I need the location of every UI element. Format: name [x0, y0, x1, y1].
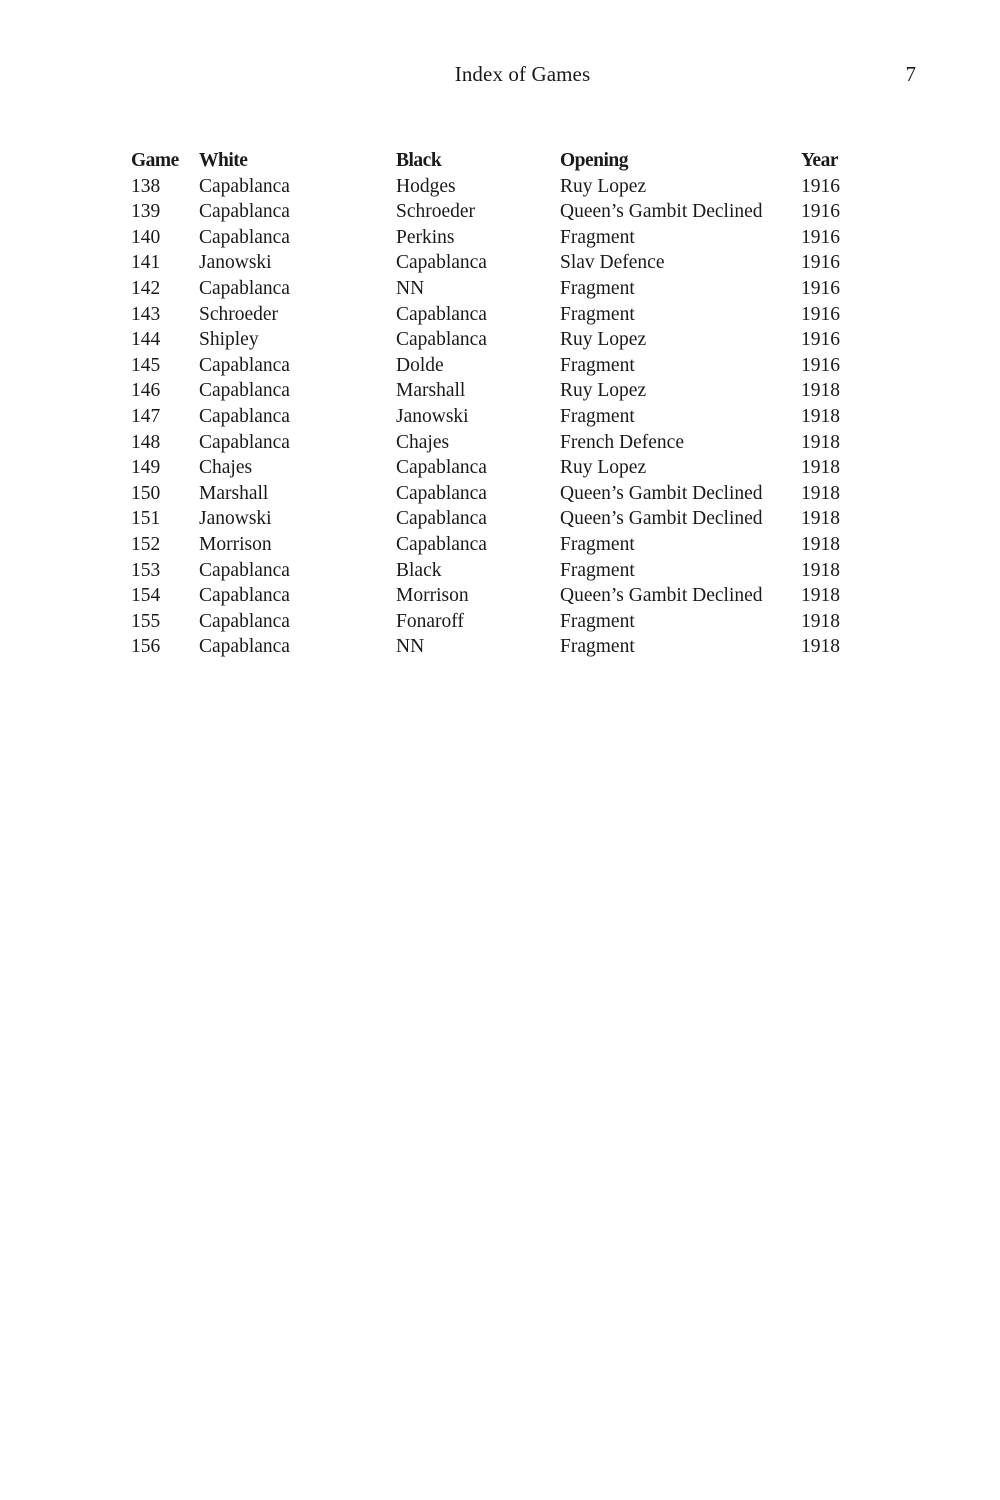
table-row [131, 302, 861, 328]
table-row [131, 634, 861, 660]
cell-opening: Queen’s Gambit Declined [560, 482, 763, 504]
cell-opening: French Defence [560, 431, 684, 453]
cell-year: 1918 [801, 585, 840, 607]
cell-white: Capablanca [199, 277, 290, 299]
table-row [131, 404, 861, 430]
cell-opening: Fragment [560, 636, 635, 658]
cell-year: 1918 [801, 380, 840, 402]
cell-black: Capablanca [396, 508, 487, 530]
cell-game: 143 [131, 303, 161, 325]
table-row [131, 225, 861, 251]
cell-game: 146 [131, 380, 161, 402]
cell-black: Black [396, 559, 442, 581]
cell-year: 1918 [801, 636, 840, 658]
header-black: Black [396, 150, 442, 171]
cell-game: 148 [131, 431, 161, 453]
cell-opening: Fragment [560, 610, 635, 632]
cell-opening: Fragment [560, 405, 635, 427]
cell-white: Capablanca [199, 354, 290, 376]
cell-black: NN [396, 277, 425, 299]
cell-white: Morrison [199, 533, 272, 555]
cell-opening: Queen’s Gambit Declined [560, 201, 763, 223]
cell-game: 141 [131, 252, 161, 274]
cell-black: NN [396, 636, 425, 658]
table-row [131, 506, 861, 532]
cell-game: 142 [131, 277, 161, 299]
cell-year: 1916 [801, 175, 840, 197]
cell-year: 1916 [801, 303, 840, 325]
cell-opening: Fragment [560, 226, 635, 248]
cell-game: 153 [131, 559, 161, 581]
running-head [0, 62, 1000, 92]
cell-year: 1916 [801, 201, 840, 223]
cell-black: Capablanca [396, 303, 487, 325]
table-row [131, 174, 861, 200]
page-number: 7 [905, 62, 916, 86]
cell-black: Capablanca [396, 533, 487, 555]
table-row [131, 250, 861, 276]
cell-year: 1918 [801, 533, 840, 555]
cell-opening: Ruy Lopez [560, 329, 647, 351]
cell-white: Capablanca [199, 226, 290, 248]
cell-black: Capablanca [396, 457, 487, 479]
cell-black: Janowski [396, 405, 469, 427]
table-header-row [131, 148, 861, 174]
cell-white: Janowski [199, 252, 272, 274]
cell-black: Marshall [396, 380, 466, 402]
cell-game: 155 [131, 610, 161, 632]
table-row [131, 558, 861, 584]
cell-opening: Queen’s Gambit Declined [560, 585, 763, 607]
cell-year: 1916 [801, 329, 840, 351]
cell-game: 152 [131, 533, 161, 555]
cell-white: Capablanca [199, 610, 290, 632]
cell-game: 139 [131, 201, 161, 223]
table-row [131, 353, 861, 379]
cell-opening: Ruy Lopez [560, 457, 647, 479]
cell-game: 151 [131, 508, 161, 530]
games-table-body [131, 174, 861, 660]
cell-black: Schroeder [396, 201, 476, 223]
table-row [131, 199, 861, 225]
cell-black: Fonaroff [396, 610, 464, 632]
cell-white: Chajes [199, 457, 253, 479]
cell-white: Capablanca [199, 431, 290, 453]
cell-white: Capablanca [199, 585, 290, 607]
running-title: Index of Games [454, 62, 591, 86]
cell-black: Capablanca [396, 252, 487, 274]
cell-white: Capablanca [199, 175, 290, 197]
cell-year: 1918 [801, 559, 840, 581]
cell-white: Capablanca [199, 559, 290, 581]
cell-black: Hodges [396, 175, 456, 197]
cell-game: 144 [131, 329, 161, 351]
header-white: White [199, 150, 248, 171]
cell-white: Capablanca [199, 636, 290, 658]
table-row [131, 327, 861, 353]
cell-black: Dolde [396, 354, 444, 376]
cell-opening: Ruy Lopez [560, 380, 647, 402]
cell-year: 1916 [801, 354, 840, 376]
cell-opening: Ruy Lopez [560, 175, 647, 197]
cell-opening: Fragment [560, 277, 635, 299]
cell-year: 1916 [801, 252, 840, 274]
cell-year: 1918 [801, 457, 840, 479]
cell-white: Schroeder [199, 303, 279, 325]
cell-year: 1918 [801, 508, 840, 530]
cell-opening: Fragment [560, 303, 635, 325]
cell-opening: Slav Defence [560, 252, 665, 274]
cell-year: 1918 [801, 405, 840, 427]
cell-black: Perkins [396, 226, 455, 248]
header-game: Game [131, 150, 179, 171]
cell-black: Capablanca [396, 329, 487, 351]
table-row [131, 430, 861, 456]
table-row [131, 378, 861, 404]
cell-white: Janowski [199, 508, 272, 530]
cell-black: Morrison [396, 585, 469, 607]
cell-opening: Queen’s Gambit Declined [560, 508, 763, 530]
cell-year: 1918 [801, 431, 840, 453]
cell-game: 140 [131, 226, 161, 248]
cell-year: 1918 [801, 482, 840, 504]
cell-year: 1918 [801, 610, 840, 632]
cell-white: Shipley [199, 329, 259, 351]
cell-white: Marshall [199, 482, 269, 504]
cell-opening: Fragment [560, 354, 635, 376]
cell-opening: Fragment [560, 559, 635, 581]
cell-game: 145 [131, 354, 161, 376]
cell-game: 154 [131, 585, 161, 607]
cell-game: 150 [131, 482, 161, 504]
cell-black: Capablanca [396, 482, 487, 504]
cell-black: Chajes [396, 431, 450, 453]
cell-white: Capablanca [199, 201, 290, 223]
table-row [131, 532, 861, 558]
cell-year: 1916 [801, 226, 840, 248]
cell-opening: Fragment [560, 533, 635, 555]
cell-year: 1916 [801, 277, 840, 299]
cell-game: 138 [131, 175, 161, 197]
table-row [131, 609, 861, 635]
games-index-table [131, 148, 861, 660]
cell-game: 156 [131, 636, 161, 658]
table-row [131, 481, 861, 507]
cell-white: Capablanca [199, 380, 290, 402]
header-year: Year [801, 150, 838, 171]
cell-game: 147 [131, 405, 161, 427]
header-opening: Opening [560, 150, 629, 171]
cell-white: Capablanca [199, 405, 290, 427]
table-row [131, 583, 861, 609]
table-row [131, 455, 861, 481]
table-row [131, 276, 861, 302]
cell-game: 149 [131, 457, 161, 479]
